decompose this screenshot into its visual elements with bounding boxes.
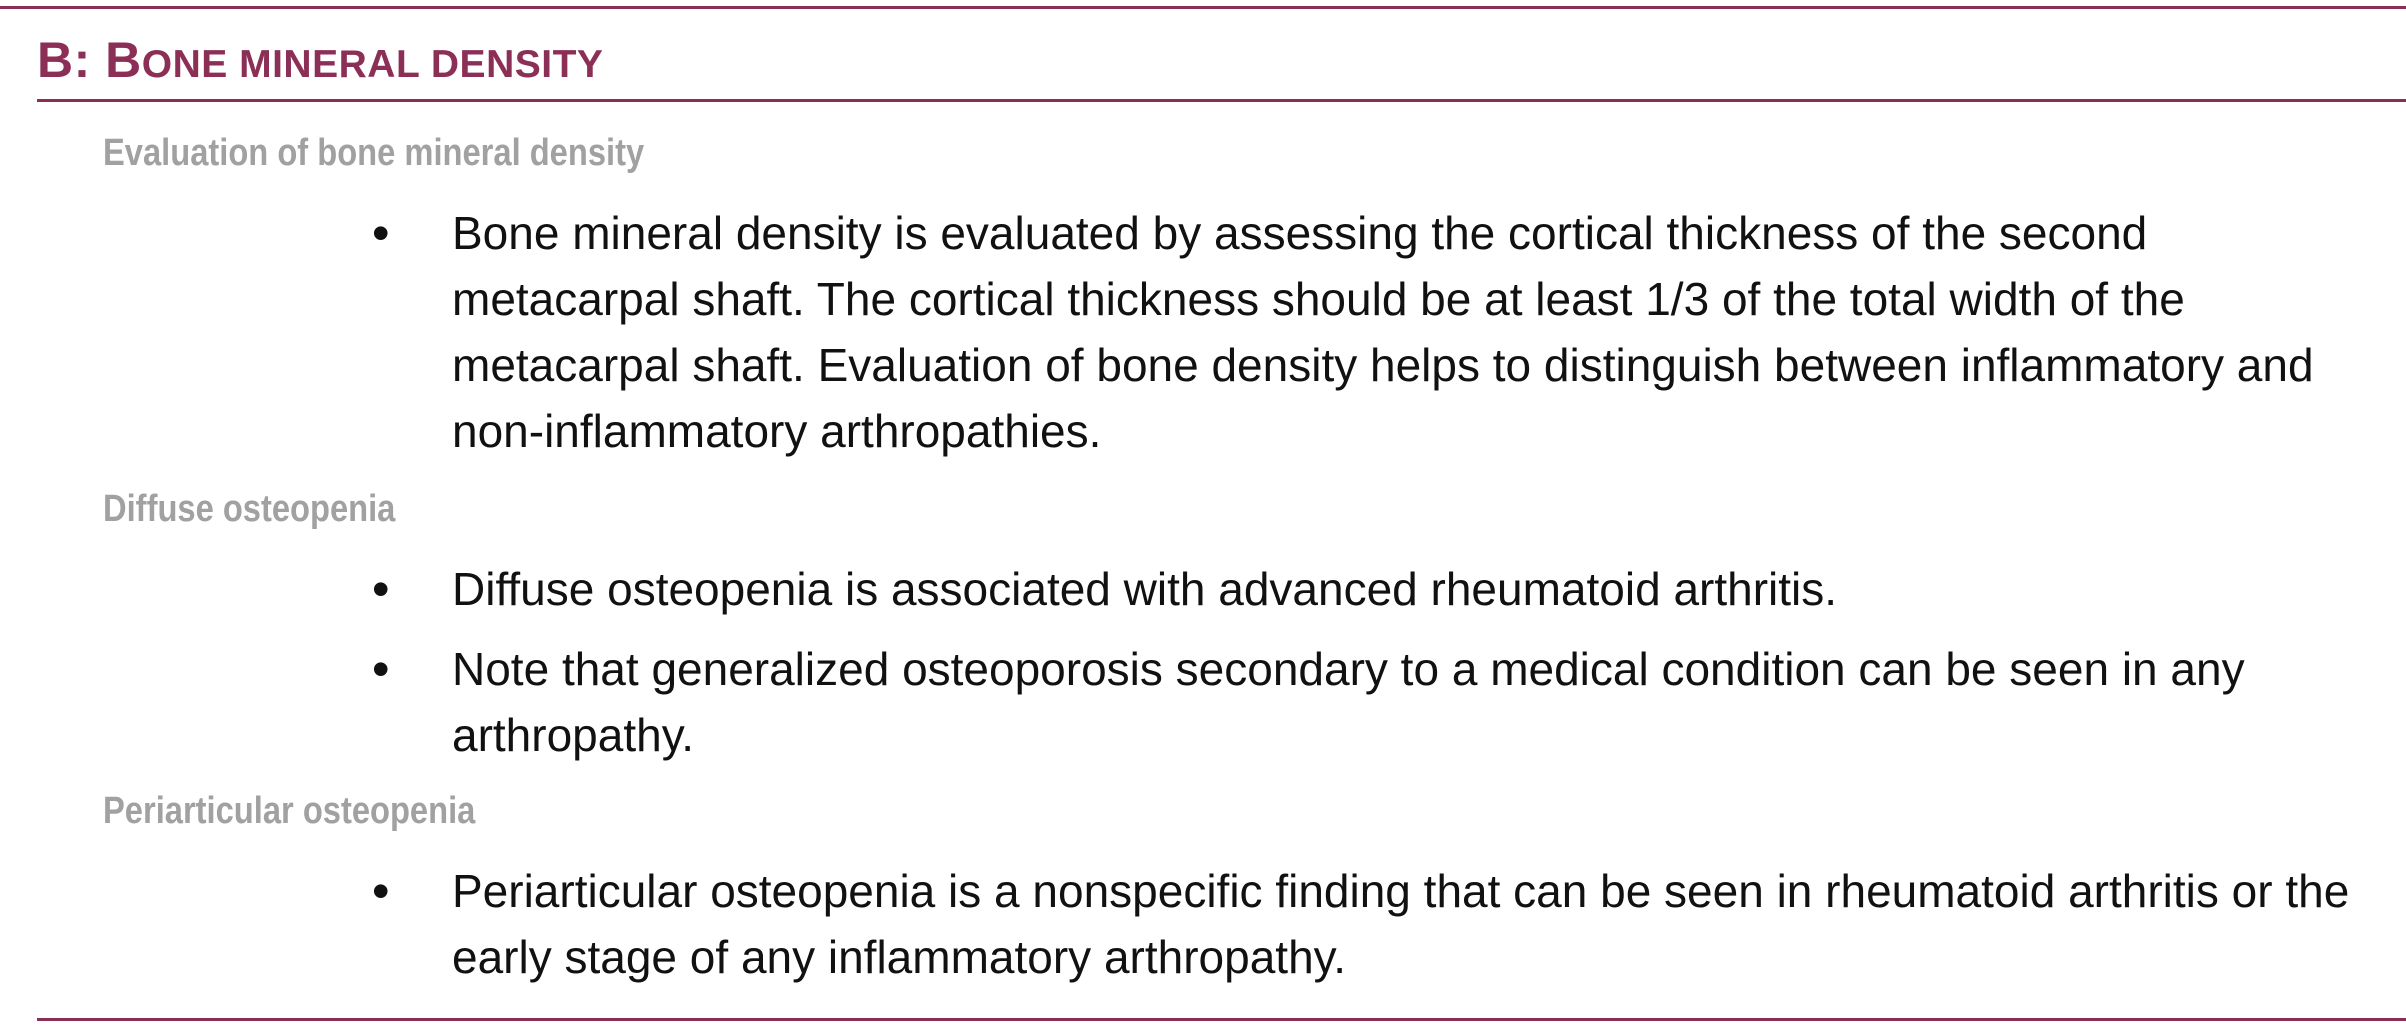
bullet-text-periarticular: Periarticular osteopenia is a nonspecific finding that can be seen in rheumatoid arthritis or the early stage of any inflammatory arthropathy. xyxy=(452,865,2350,983)
bullet-marker: • xyxy=(372,561,390,617)
top-divider xyxy=(0,6,2406,9)
bullet-marker: • xyxy=(372,641,390,697)
bottom-divider xyxy=(37,1018,2406,1021)
title-divider xyxy=(37,99,2406,102)
section-title: B: BONE MINERAL DENSITY xyxy=(37,32,604,88)
bullet-text-diffuse-1: Diffuse osteopenia is associated with advanced rheumatoid arthritis. xyxy=(452,563,1838,615)
subheading-diffuse: Diffuse osteopenia xyxy=(103,488,396,530)
bullet-marker: • xyxy=(372,863,390,919)
bullet-text-diffuse-2: Note that generalized osteoporosis secondary to a medical condition can be seen in any arthropathy. xyxy=(452,643,2245,761)
bullet-marker: • xyxy=(372,205,390,261)
subheading-evaluation: Evaluation of bone mineral density xyxy=(103,132,645,174)
subheading-periarticular: Periarticular osteopenia xyxy=(103,790,476,832)
bullet-text-evaluation: Bone mineral density is evaluated by assessing the cortical thickness of the second metacarpal shaft. The cortical thickness should be at least 1/3 of the total width of the metacarpal shaft. Evaluation of bone density helps to distinguish between inflammatory and non-inflammatory arthropathies. xyxy=(452,207,2314,457)
